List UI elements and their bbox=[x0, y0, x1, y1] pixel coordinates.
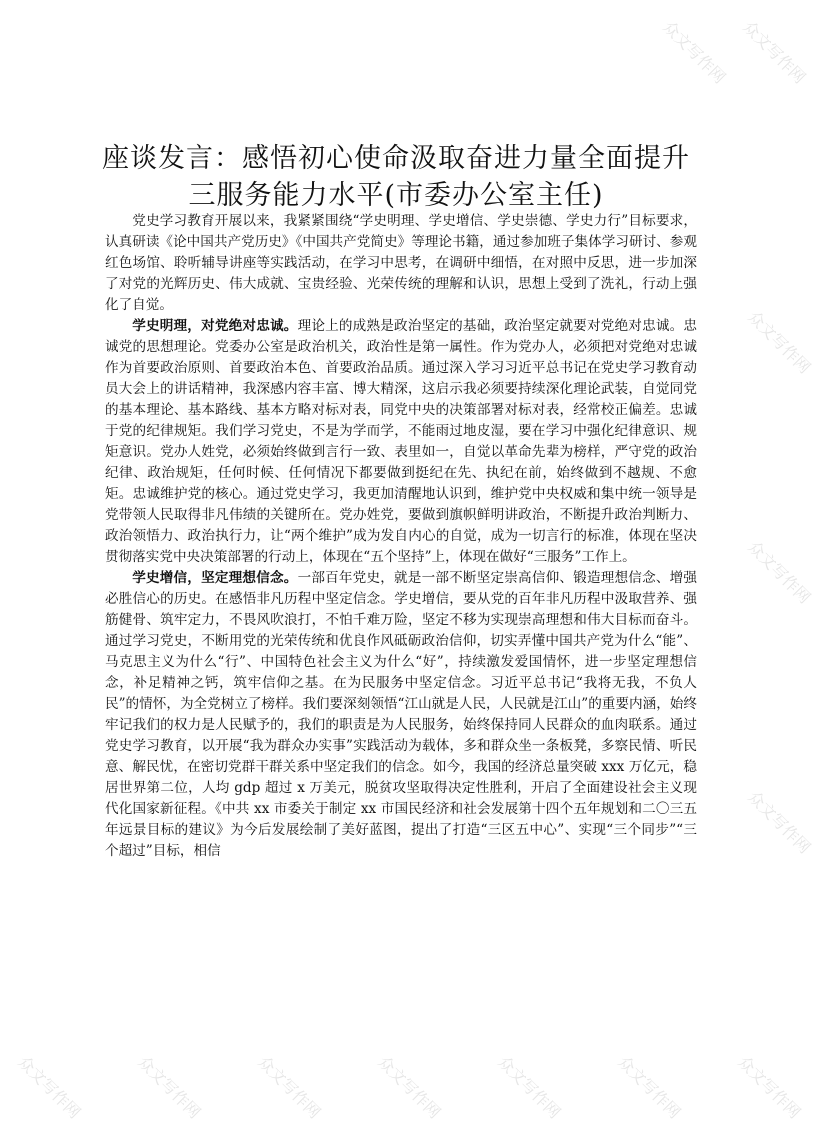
watermark: 众文写作网 bbox=[374, 1052, 445, 1123]
paragraph-intro bbox=[105, 211, 697, 316]
paragraph-section-1 bbox=[105, 316, 697, 568]
watermark: 众文写作网 bbox=[744, 537, 815, 608]
section-heading: 学史增信，坚定理想信念。 bbox=[132, 570, 298, 586]
paragraph-text: 理论上的成熟是政治坚定的基础，政治坚定就要对党绝对忠诚。忠诚党的思想理论。党委办公室是政治机关，政治性是第一属性。作为党办人，必须把对党绝对忠诚作为首要政治原则、首要政治本色、首要政治品质。通过深入学习习近平总书记在党史学习教育动员大会上的讲话精神，我深感内容丰富、博大精深，这启示我必须要持续深化理论武装，自觉同党的基本理论、基本路线、基本方略对标对表，同党中央的决策部署对标对表，经常校正偏差。忠诚于党的纪律规矩。我们学习党史，不是为学而学，不能雨过地皮湿，要在学习中强化纪律意识、规矩意识。党办人姓党，必须始终做到言行一致、表里如一，自觉以革命先辈为榜样，严守党的政治纪律、政治规矩，任何时候、任何情况下都要做到挺纪在先、执纪在前，始终做到不越规、不愈矩。忠诚维护党的核心。通过党史学习，我更加清醒地认识到，维护党中央权威和集中统一领导是党带领人民取得非凡伟绩的关键所在。党办姓党，要做到旗帜鲜明讲政治，不断提升政治判断力、政治领悟力、政治执行力，让“两个维护”成为发自内心的自觉，成为一切言行的标准，体现在坚决贯彻落实党中央决策部署的行动上，体现在“五个坚持”上，体现在做好“三服务”工作上。 bbox=[105, 318, 698, 565]
paragraph-section-2 bbox=[105, 568, 697, 862]
watermark: 众文写作网 bbox=[254, 1052, 325, 1123]
watermark: 众文写作网 bbox=[614, 1052, 685, 1123]
watermark: 众文写作网 bbox=[744, 307, 815, 378]
document-body bbox=[105, 211, 697, 862]
watermark: 众文写作网 bbox=[744, 787, 815, 858]
watermark: 众文写作网 bbox=[659, 17, 730, 88]
watermark: 众文写作网 bbox=[739, 17, 810, 88]
watermark: 众文写作网 bbox=[734, 1052, 805, 1123]
paragraph-text: 一部百年党史，就是一部不断坚定崇高信仰、锻造理想信念、增强必胜信心的历史。在感悟非凡历程中坚定信念。学史增信，要从党的百年非凡历程中汲取营养、强筋健骨、筑牢定力，不畏风吹浪打，不怕千难万险，坚定不移为实现崇高理想和伟大目标而奋斗。通过学习党史，不断用党的光荣传统和优良作风砥砺政治信仰，切实弄懂中国共产党为什么“能”、马克思主义为什么“行”、中国特色社会主义为什么“好”，持续激发爱国情怀，进一步坚定理想信念，补足精神之钙，筑牢信仰之基。在为民服务中坚定信念。习近平总书记“我将无我，不负人民”的情怀，为全党树立了榜样。我们要深刻领悟“江山就是人民，人民就是江山”的重要内涵，始终牢记我们的权力是人民赋予的，我们的职责是为人民服务，始终保持同人民群众的血肉联系。通过党史学习教育，以开展“我为群众办实事”实践活动为载体，多和群众坐一条板凳，多察民情、听民意、解民忧，在密切党群干群关系中坚定我们的信念。如今，我国的经济总量突破 xxx 万亿元，稳居世界第二位，人均 gdp 超过 x 万美元，脱贫攻坚取得决定性胜利，开启了全面建设社会主义现代化国家新征程。《中共 xx 市委关于制定 xx 市国民经济和社会发展第十四个五年规划和二〇三五年远景目标的建议》为今后发展绘制了美好蓝图，提出了打造“三区五中心”、实现“三个同步”“三个超过”目标，相信 bbox=[105, 570, 698, 859]
document-title: 座谈发言：感悟初心使命汲取奋进力量全面提升三服务能力水平(市委办公室主任) bbox=[102, 143, 690, 211]
paragraph-text: 党史学习教育开展以来，我紧紧围绕“学史明理、学史增信、学史崇德、学史力行”目标要求，认真研读《论中国共产党历史》《中国共产党简史》等理论书籍，通过参加班子集体学习研讨、参观红色场馆、聆听辅导讲座等实践活动，在学习中思考，在调研中细悟，在对照中反思，进一步加深了对党的光辉历史、伟大成就、宝贵经验、光荣传统的理解和认识，思想上受到了洗礼，行动上强化了自觉。 bbox=[105, 213, 697, 313]
section-heading: 学史明理，对党绝对忠诚。 bbox=[132, 318, 298, 334]
watermark: 众文写作网 bbox=[494, 1052, 565, 1123]
watermark: 众文写作网 bbox=[134, 1052, 205, 1123]
watermark: 众文写作网 bbox=[14, 1052, 85, 1123]
